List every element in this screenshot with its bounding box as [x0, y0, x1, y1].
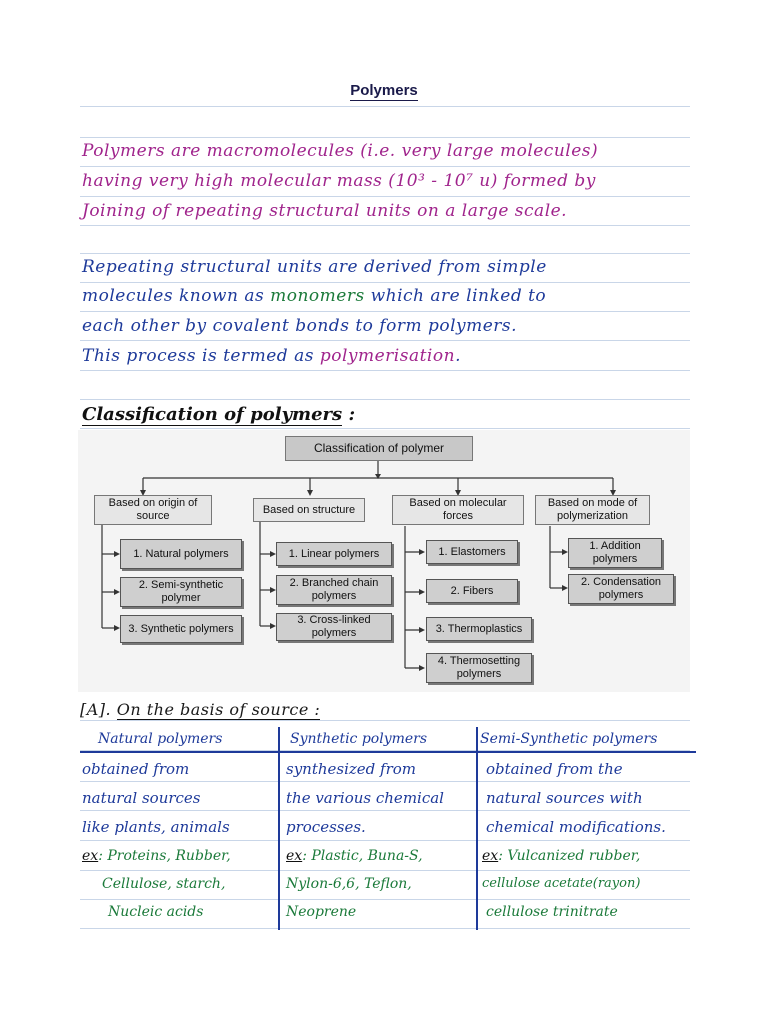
item-thermosetting-polymers: 4. Thermosetting polymers — [426, 653, 532, 683]
item-natural-polymers: 1. Natural polymers — [120, 539, 242, 569]
monomer-line-3: each other by covalent bonds to form polymers. — [82, 316, 518, 336]
item-fibers: 2. Fibers — [426, 579, 518, 603]
item-semi-synthetic-polymer: 2. Semi-synthetic polymer — [120, 577, 242, 607]
header-semi-synthetic: Semi-Synthetic polymers — [480, 731, 658, 747]
classification-heading: Classification of polymers : — [82, 404, 356, 425]
monomer-line-1: Repeating structural units are derived from simple — [82, 257, 547, 277]
ruled-line — [80, 166, 690, 167]
ruled-line — [80, 340, 690, 341]
header-synthetic: Synthetic polymers — [290, 731, 428, 747]
item-cross-linked-polymers: 3. Cross-linked polymers — [276, 613, 392, 641]
table-divider-1 — [278, 727, 280, 930]
example-synthetic-3: Neoprene — [286, 904, 357, 920]
header-natural: Natural polymers — [98, 731, 223, 747]
monomer-line-2: molecules known as monomers which are linked to — [82, 286, 547, 306]
cell-semi-synthetic-2: natural sources with — [486, 789, 643, 807]
ruled-line — [80, 781, 690, 782]
example-semi-synthetic-1: ex: Vulcanized rubber, — [482, 848, 641, 864]
monomers-term: monomers — [270, 286, 365, 306]
example-synthetic-1: ex: Plastic, Buna-S, — [286, 848, 423, 864]
cell-natural-1: obtained from — [82, 760, 190, 778]
cell-semi-synthetic-1: obtained from the — [486, 760, 623, 778]
cell-synthetic-2: the various chemical — [286, 789, 444, 807]
definition-line-1: Polymers are macromolecules (i.e. very large molecules) — [82, 141, 599, 161]
item-addition-polymers: 1. Addition polymers — [568, 538, 662, 568]
example-natural-2: Cellulose, starch, — [102, 876, 226, 892]
polymerisation-term: polymerisation — [319, 346, 456, 366]
ruled-line — [80, 810, 690, 811]
item-branched-chain-polymers: 2. Branched chain polymers — [276, 575, 392, 605]
ruled-line — [80, 840, 690, 841]
diagram-root-box: Classification of polymer — [285, 436, 473, 461]
ruled-line — [80, 428, 690, 429]
category-molecular-forces: Based on molecular forces — [392, 495, 524, 525]
ruled-line — [80, 253, 690, 254]
monomer-line-4: This process is termed as polymerisation. — [82, 346, 461, 366]
example-semi-synthetic-2: cellulose acetate(rayon) — [482, 876, 641, 891]
cell-natural-2: natural sources — [82, 789, 201, 807]
page-title: Polymers — [350, 82, 418, 99]
ruled-line — [80, 720, 690, 721]
section-a-heading: [A]. On the basis of source : — [80, 700, 321, 719]
ruled-line — [80, 225, 690, 226]
definition-line-2: having very high molecular mass (10³ - 10⁷ u) formed by — [82, 171, 596, 191]
example-natural-3: Nucleic acids — [108, 904, 204, 920]
example-natural-1: ex: Proteins, Rubber, — [82, 848, 231, 864]
item-linear-polymers: 1. Linear polymers — [276, 542, 392, 566]
ruled-line — [80, 928, 690, 929]
cell-semi-synthetic-3: chemical modifications. — [486, 818, 666, 836]
ruled-line — [80, 106, 690, 107]
example-synthetic-2: Nylon-6,6, Teflon, — [286, 876, 412, 892]
example-semi-synthetic-3: cellulose trinitrate — [486, 904, 618, 920]
item-synthetic-polymers: 3. Synthetic polymers — [120, 615, 242, 643]
ruled-line — [80, 870, 690, 871]
category-polymerization: Based on mode of polymerization — [535, 495, 650, 525]
cell-synthetic-3: processes. — [286, 818, 366, 836]
table-divider-2 — [476, 727, 478, 930]
ruled-line — [80, 370, 690, 371]
table-header-rule — [80, 751, 696, 753]
cell-synthetic-1: synthesized from — [286, 760, 417, 778]
ruled-line — [80, 899, 690, 900]
item-elastomers: 1. Elastomers — [426, 540, 518, 564]
ruled-line — [80, 282, 690, 283]
ruled-line — [80, 399, 690, 400]
item-condensation-polymers: 2. Condensation polymers — [568, 574, 674, 604]
cell-natural-3: like plants, animals — [82, 818, 230, 836]
category-origin: Based on origin of source — [94, 495, 212, 525]
ruled-line — [80, 311, 690, 312]
category-structure: Based on structure — [253, 498, 365, 522]
ruled-line — [80, 137, 690, 138]
classification-diagram — [78, 430, 690, 692]
item-thermoplastics: 3. Thermoplastics — [426, 617, 532, 641]
definition-line-3: Joining of repeating structural units on a large scale. — [82, 201, 568, 221]
ruled-line — [80, 196, 690, 197]
